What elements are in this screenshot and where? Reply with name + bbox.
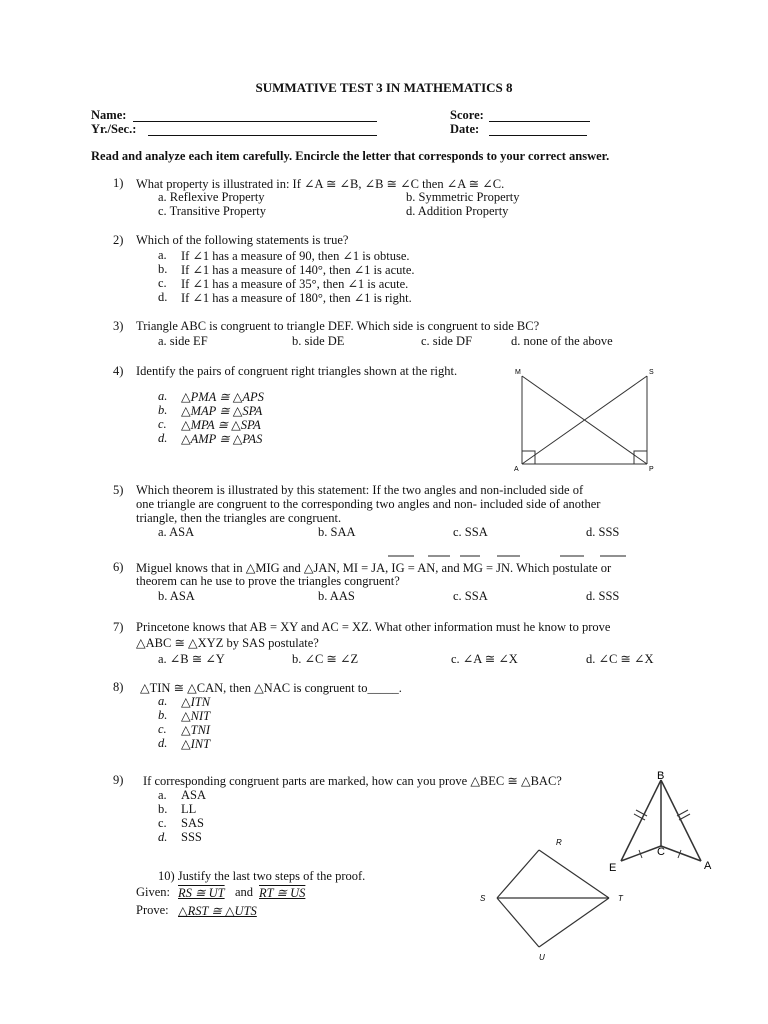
q2-letter-c[interactable]: c. [158,276,167,290]
q3-text: Triangle ABC is congruent to triangle DEF. Which side is congruent to side BC? [136,319,540,333]
q6-option-d[interactable]: d. SSS [586,589,620,603]
date-field[interactable] [489,124,587,136]
name-label: Name: [91,108,127,122]
q6-line-2: theorem can he use to prove the triangles congruent? [136,574,400,588]
q5-line-2: one triangle are congruent to the corresponding two angles and non- included side of another [136,497,601,511]
q10-label-s: S [480,894,486,903]
q8-number: 8) [113,680,124,694]
q6-number: 6) [113,560,124,574]
q6-overbars [380,553,630,559]
q7-option-d[interactable]: d. ∠C ≅ ∠X [586,652,654,666]
q9-letter-d[interactable]: d. [158,830,168,844]
q8-option-c[interactable]: △TNI [181,723,211,737]
q5-option-b[interactable]: b. SAA [318,525,356,539]
q9-letter-c[interactable]: c. [158,816,167,830]
q2-letter-b[interactable]: b. [158,262,168,276]
q6-line-1: Miguel knows that in △MIG and △JAN, MI = JA, IG = AN, and MG = JN. Which postulate or [136,561,612,575]
q4-label-a: A [514,466,519,473]
q1-option-c[interactable]: c. Transitive Property [158,204,266,218]
q9-label-a: A [704,860,712,872]
q2-number: 2) [113,233,124,247]
score-field[interactable] [489,110,590,122]
q10-side-rt [539,850,609,898]
yrsec-field[interactable] [148,124,377,136]
q7-option-b[interactable]: b. ∠C ≅ ∠Z [292,652,359,666]
q6-option-a[interactable]: b. ASA [158,589,195,603]
q9-option-a[interactable]: ASA [181,788,207,802]
q8-letter-a[interactable]: a. [158,694,168,708]
q9-label-c: C [657,846,665,858]
q9-letter-a[interactable]: a. [158,788,167,802]
q4-option-d[interactable]: △AMP ≅ △PAS [181,432,263,446]
q10-given-label: Given: [136,885,171,899]
q9-letter-b[interactable]: b. [158,802,168,816]
q2-option-d[interactable]: If ∠1 has a measure of 180°, then ∠1 is right. [181,291,412,305]
q4-letter-c[interactable]: c. [158,417,167,431]
q8-text: △TIN ≅ △CAN, then △NAC is congruent to_____. [140,681,402,695]
q4-letter-b[interactable]: b. [158,403,168,417]
q5-option-c[interactable]: c. SSA [453,525,488,539]
q10-side-rs [497,850,539,898]
q5-option-d[interactable]: d. SSS [586,525,620,539]
q7-line-2: △ABC ≅ △XYZ by SAS postulate? [136,636,319,650]
q1-option-d[interactable]: d. Addition Property [406,204,509,218]
name-field[interactable] [133,110,377,122]
q10-label-u: U [539,953,545,962]
score-label: Score: [450,108,484,122]
q3-number: 3) [113,319,124,333]
q9-option-c[interactable]: SAS [181,816,204,830]
q2-letter-d[interactable]: d. [158,290,168,304]
q4-label-m: M [515,369,521,376]
q5-number: 5) [113,483,124,497]
q4-letter-a[interactable]: a. [158,389,168,403]
q9-number: 9) [113,773,124,787]
q5-option-a[interactable]: a. ASA [158,525,195,539]
q10-given-b: RT ≅ US [259,886,306,900]
q7-line-1: Princetone knows that AB = XY and AC = XZ. What other information must he know to prove [136,620,611,634]
yrsec-label: Yr./Sec.: [91,122,137,136]
q10-prove-label: Prove: [136,903,169,917]
q7-number: 7) [113,620,124,634]
q10-text: 10) Justify the last two steps of the proof. [158,869,366,883]
q4-option-a[interactable]: △PMA ≅ △APS [181,390,264,404]
q4-option-c[interactable]: △MPA ≅ △SPA [181,418,261,432]
q10-and: and [235,885,254,899]
q4-number: 4) [113,364,124,378]
q2-letter-a[interactable]: a. [158,248,167,262]
q5-line-3: triangle, then the triangles are congruent. [136,511,342,525]
q2-option-a[interactable]: If ∠1 has a measure of 90, then ∠1 is obtuse. [181,249,410,263]
q9-option-d[interactable]: SSS [181,830,202,844]
page-title: SUMMATIVE TEST 3 IN MATHEMATICS 8 [255,80,513,95]
q4-option-b[interactable]: △MAP ≅ △SPA [181,404,263,418]
q3-option-b[interactable]: b. side DE [292,334,345,348]
q6-option-b[interactable]: b. AAS [318,589,355,603]
q8-option-b[interactable]: △NIT [181,709,211,723]
q8-option-d[interactable]: △INT [181,737,211,751]
q7-option-c[interactable]: c. ∠A ≅ ∠X [451,652,518,666]
q8-letter-c[interactable]: c. [158,722,167,736]
q2-option-c[interactable]: If ∠1 has a measure of 35°, then ∠1 is acute. [181,277,409,291]
q3-option-a[interactable]: a. side EF [158,334,208,348]
q8-option-a[interactable]: △ITN [181,695,211,709]
q4-label-p: P [649,466,654,473]
q1-text: What property is illustrated in: If ∠A ≅ ∠B, ∠B ≅ ∠C then ∠A ≅ ∠C. [136,177,505,191]
q9-label-e: E [609,862,617,874]
q10-rhombus-figure [475,835,635,965]
q9-text: If corresponding congruent parts are marked, how can you prove △BEC ≅ △BAC? [143,774,562,788]
q4-label-s: S [649,369,654,376]
q10-prove: △RST ≅ △UTS [178,904,257,918]
q4-letter-d[interactable]: d. [158,431,168,445]
q7-option-a[interactable]: a. ∠B ≅ ∠Y [158,652,225,666]
q2-text: Which of the following statements is true? [136,233,349,247]
q8-letter-b[interactable]: b. [158,708,168,722]
q10-side-tu [539,898,609,947]
q2-option-b[interactable]: If ∠1 has a measure of 140°, then ∠1 is acute. [181,263,415,277]
q10-side-su [497,898,539,947]
q4-text: Identify the pairs of congruent right triangles shown at the right. [136,364,458,378]
instructions: Read and analyze each item carefully. Encircle the letter that corresponds to your correct answer. [91,149,610,163]
q1-option-a[interactable]: a. Reflexive Property [158,190,265,204]
q3-option-d[interactable]: d. none of the above [511,334,613,348]
q9-option-b[interactable]: LL [181,802,197,816]
q4-rectangle-figure [505,364,665,476]
q8-letter-d[interactable]: d. [158,736,168,750]
q1-number: 1) [113,176,124,190]
q9-label-b: B [657,770,665,782]
q1-option-b[interactable]: b. Symmetric Property [406,190,520,204]
q10-given-a: RS ≅ UT [178,886,225,900]
q10-label-r: R [556,838,562,847]
q6-option-c[interactable]: c. SSA [453,589,488,603]
q3-option-c[interactable]: c. side DF [421,334,473,348]
q5-line-1: Which theorem is illustrated by this statement: If the two angles and non-included side of [136,483,584,497]
date-label: Date: [450,122,480,136]
q10-label-t: T [618,894,623,903]
